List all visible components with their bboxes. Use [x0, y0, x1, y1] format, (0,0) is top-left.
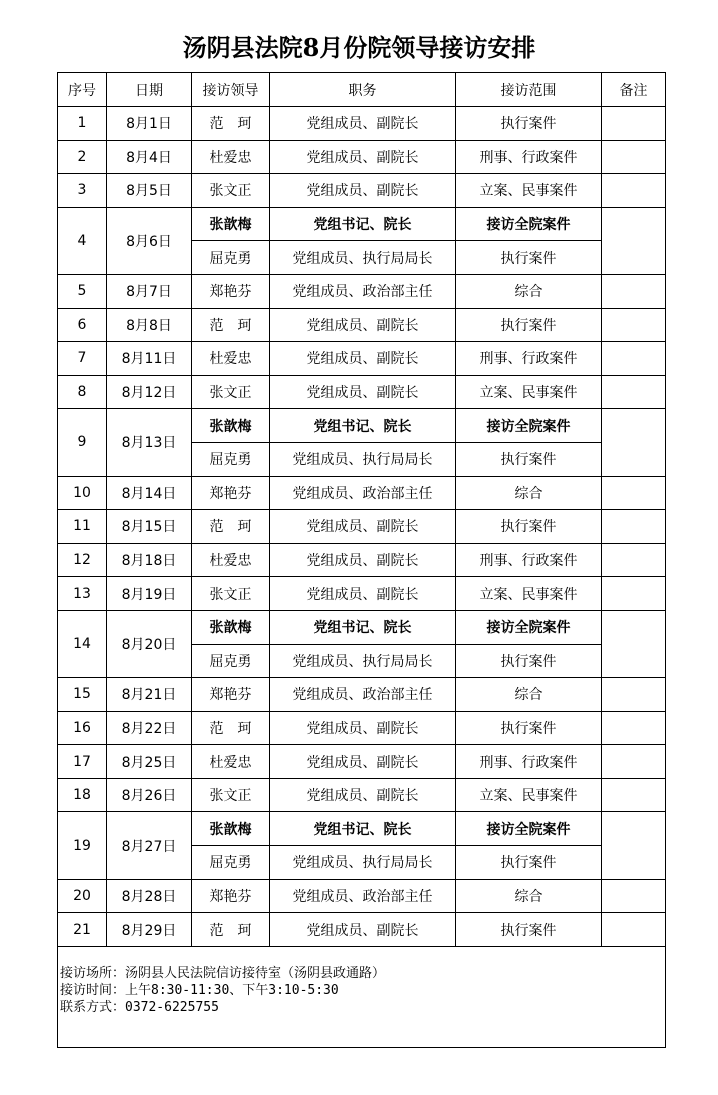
- cell-position: 党组成员、副院长: [270, 711, 456, 745]
- cell-remarks: [602, 342, 666, 376]
- cell-leader: 屈克勇: [192, 241, 270, 275]
- reception-location: 接访场所：汤阴县人民法院信访接待室（汤阴县政通路）: [60, 965, 386, 981]
- cell-date: 8月26日: [107, 778, 192, 812]
- column-header-date: 日期: [107, 73, 192, 107]
- cell-position: 党组成员、执行局局长: [270, 442, 456, 476]
- cell-scope: 接访全院案件: [456, 610, 602, 644]
- cell-no: 2: [58, 140, 107, 174]
- cell-remarks: [602, 375, 666, 409]
- cell-leader: 张文正: [192, 778, 270, 812]
- table-row: [58, 543, 666, 577]
- cell-remarks: [602, 913, 666, 947]
- cell-position: 党组成员、政治部主任: [270, 879, 456, 913]
- cell-no: 9: [58, 409, 107, 476]
- cell-remarks: [602, 476, 666, 510]
- cell-no: 18: [58, 778, 107, 812]
- column-header-no: 序号: [58, 73, 107, 107]
- cell-no: 11: [58, 510, 107, 544]
- cell-leader: 张文正: [192, 174, 270, 208]
- cell-remarks: [602, 745, 666, 779]
- cell-no: 4: [58, 207, 107, 274]
- cell-leader: 张歆梅: [192, 610, 270, 644]
- cell-remarks: [602, 274, 666, 308]
- cell-date: 8月7日: [107, 274, 192, 308]
- table-row: [58, 342, 666, 376]
- cell-position: 党组书记、院长: [270, 207, 456, 241]
- cell-no: 20: [58, 879, 107, 913]
- cell-date: 8月29日: [107, 913, 192, 947]
- cell-scope: 综合: [456, 274, 602, 308]
- cell-scope: 刑事、行政案件: [456, 745, 602, 779]
- cell-scope: 立案、民事案件: [456, 778, 602, 812]
- cell-position: 党组成员、副院长: [270, 308, 456, 342]
- cell-scope: 综合: [456, 879, 602, 913]
- table-row: [58, 711, 666, 745]
- cell-position: 党组成员、副院长: [270, 107, 456, 141]
- cell-position: 党组成员、副院长: [270, 375, 456, 409]
- cell-remarks: [602, 610, 666, 677]
- table-row: [58, 308, 666, 342]
- table-row: [58, 913, 666, 947]
- cell-date: 8月21日: [107, 678, 192, 712]
- cell-position: 党组成员、副院长: [270, 778, 456, 812]
- cell-date: 8月4日: [107, 140, 192, 174]
- cell-date: 8月14日: [107, 476, 192, 510]
- cell-leader: 范 珂: [192, 510, 270, 544]
- table-body: [58, 107, 666, 947]
- cell-position: 党组成员、副院长: [270, 510, 456, 544]
- cell-remarks: [602, 812, 666, 879]
- cell-position: 党组书记、院长: [270, 812, 456, 846]
- table-row: [58, 879, 666, 913]
- cell-position: 党组成员、副院长: [270, 577, 456, 611]
- cell-leader: 范 珂: [192, 107, 270, 141]
- cell-position: 党组成员、副院长: [270, 174, 456, 208]
- cell-scope: 接访全院案件: [456, 812, 602, 846]
- cell-leader: 杜爱忠: [192, 140, 270, 174]
- cell-scope: 刑事、行政案件: [456, 140, 602, 174]
- cell-remarks: [602, 879, 666, 913]
- table-row: [58, 476, 666, 510]
- cell-no: 17: [58, 745, 107, 779]
- cell-remarks: [602, 577, 666, 611]
- cell-remarks: [602, 140, 666, 174]
- reception-time: 接访时间：上午8:30-11:30、下午3:10-5:30: [60, 982, 339, 998]
- cell-scope: 立案、民事案件: [456, 174, 602, 208]
- cell-leader: 张歆梅: [192, 207, 270, 241]
- cell-date: 8月18日: [107, 543, 192, 577]
- cell-scope: 立案、民事案件: [456, 577, 602, 611]
- column-header-position: 职务: [270, 73, 456, 107]
- table-row: [58, 577, 666, 611]
- cell-leader: 张文正: [192, 577, 270, 611]
- cell-remarks: [602, 174, 666, 208]
- cell-position: 党组成员、执行局局长: [270, 241, 456, 275]
- cell-no: 8: [58, 375, 107, 409]
- table-row: [58, 140, 666, 174]
- table-row: [58, 409, 666, 443]
- page-title: 汤阴县法院8月份院领导接访安排: [182, 33, 536, 62]
- cell-no: 5: [58, 274, 107, 308]
- cell-date: 8月19日: [107, 577, 192, 611]
- cell-no: 6: [58, 308, 107, 342]
- cell-position: 党组成员、政治部主任: [270, 274, 456, 308]
- cell-scope: 执行案件: [456, 107, 602, 141]
- schedule-table: [57, 72, 666, 1048]
- column-header-scope: 接访范围: [456, 73, 602, 107]
- cell-scope: 执行案件: [456, 442, 602, 476]
- cell-leader: 张歆梅: [192, 812, 270, 846]
- cell-date: 8月12日: [107, 375, 192, 409]
- table-row: [58, 174, 666, 208]
- table-row: [58, 812, 666, 846]
- cell-scope: 执行案件: [456, 308, 602, 342]
- cell-remarks: [602, 409, 666, 476]
- cell-position: 党组书记、院长: [270, 610, 456, 644]
- cell-remarks: [602, 308, 666, 342]
- cell-no: 15: [58, 678, 107, 712]
- cell-no: 10: [58, 476, 107, 510]
- cell-no: 16: [58, 711, 107, 745]
- cell-leader: 屈克勇: [192, 644, 270, 678]
- table-row: [58, 510, 666, 544]
- cell-leader: 张文正: [192, 375, 270, 409]
- cell-date: 8月15日: [107, 510, 192, 544]
- cell-position: 党组成员、副院长: [270, 140, 456, 174]
- cell-scope: 执行案件: [456, 711, 602, 745]
- cell-leader: 杜爱忠: [192, 543, 270, 577]
- cell-leader: 范 珂: [192, 308, 270, 342]
- cell-leader: 屈克勇: [192, 846, 270, 880]
- cell-position: 党组成员、执行局局长: [270, 644, 456, 678]
- cell-no: 13: [58, 577, 107, 611]
- cell-scope: 执行案件: [456, 510, 602, 544]
- table-row: [58, 610, 666, 644]
- cell-remarks: [602, 711, 666, 745]
- cell-remarks: [602, 107, 666, 141]
- cell-no: 1: [58, 107, 107, 141]
- cell-leader: 郑艳芬: [192, 879, 270, 913]
- cell-leader: 范 珂: [192, 913, 270, 947]
- cell-scope: 刑事、行政案件: [456, 342, 602, 376]
- cell-position: 党组成员、副院长: [270, 913, 456, 947]
- cell-scope: 接访全院案件: [456, 207, 602, 241]
- cell-leader: 范 珂: [192, 711, 270, 745]
- cell-date: 8月25日: [107, 745, 192, 779]
- cell-scope: 刑事、行政案件: [456, 543, 602, 577]
- column-header-remarks: 备注: [602, 73, 666, 107]
- cell-date: 8月1日: [107, 107, 192, 141]
- cell-no: 19: [58, 812, 107, 879]
- cell-scope: 执行案件: [456, 241, 602, 275]
- cell-remarks: [602, 678, 666, 712]
- cell-position: 党组成员、政治部主任: [270, 476, 456, 510]
- cell-remarks: [602, 510, 666, 544]
- table-row: [58, 375, 666, 409]
- footer-row: [58, 946, 666, 1047]
- cell-position: 党组成员、副院长: [270, 745, 456, 779]
- cell-position: 党组成员、执行局局长: [270, 846, 456, 880]
- cell-position: 党组成员、副院长: [270, 543, 456, 577]
- cell-scope: 执行案件: [456, 913, 602, 947]
- table-header-row: [58, 73, 666, 107]
- cell-date: 8月11日: [107, 342, 192, 376]
- cell-scope: 综合: [456, 476, 602, 510]
- cell-scope: 执行案件: [456, 644, 602, 678]
- cell-leader: 杜爱忠: [192, 745, 270, 779]
- cell-date: 8月28日: [107, 879, 192, 913]
- cell-scope: 执行案件: [456, 846, 602, 880]
- table-row: [58, 207, 666, 241]
- cell-leader: 郑艳芬: [192, 274, 270, 308]
- cell-remarks: [602, 207, 666, 274]
- cell-leader: 杜爱忠: [192, 342, 270, 376]
- cell-leader: 郑艳芬: [192, 678, 270, 712]
- cell-scope: 立案、民事案件: [456, 375, 602, 409]
- cell-remarks: [602, 543, 666, 577]
- cell-no: 21: [58, 913, 107, 947]
- cell-no: 14: [58, 610, 107, 677]
- cell-scope: 综合: [456, 678, 602, 712]
- table-row: [58, 745, 666, 779]
- cell-remarks: [602, 778, 666, 812]
- table-row: [58, 274, 666, 308]
- cell-leader: 屈克勇: [192, 442, 270, 476]
- cell-date: 8月8日: [107, 308, 192, 342]
- cell-position: 党组成员、政治部主任: [270, 678, 456, 712]
- cell-no: 12: [58, 543, 107, 577]
- cell-position: 党组成员、副院长: [270, 342, 456, 376]
- cell-date: 8月6日: [107, 207, 192, 274]
- cell-scope: 接访全院案件: [456, 409, 602, 443]
- table-row: [58, 778, 666, 812]
- cell-date: 8月13日: [107, 409, 192, 476]
- contact-info: 联系方式：0372-6225755: [60, 999, 219, 1015]
- cell-date: 8月5日: [107, 174, 192, 208]
- table-row: [58, 107, 666, 141]
- cell-no: 7: [58, 342, 107, 376]
- cell-position: 党组书记、院长: [270, 409, 456, 443]
- cell-leader: 郑艳芬: [192, 476, 270, 510]
- cell-no: 3: [58, 174, 107, 208]
- column-header-leader: 接访领导: [192, 73, 270, 107]
- cell-leader: 张歆梅: [192, 409, 270, 443]
- cell-date: 8月22日: [107, 711, 192, 745]
- cell-date: 8月20日: [107, 610, 192, 677]
- table-row: [58, 678, 666, 712]
- footer-info: [58, 946, 666, 1047]
- cell-date: 8月27日: [107, 812, 192, 879]
